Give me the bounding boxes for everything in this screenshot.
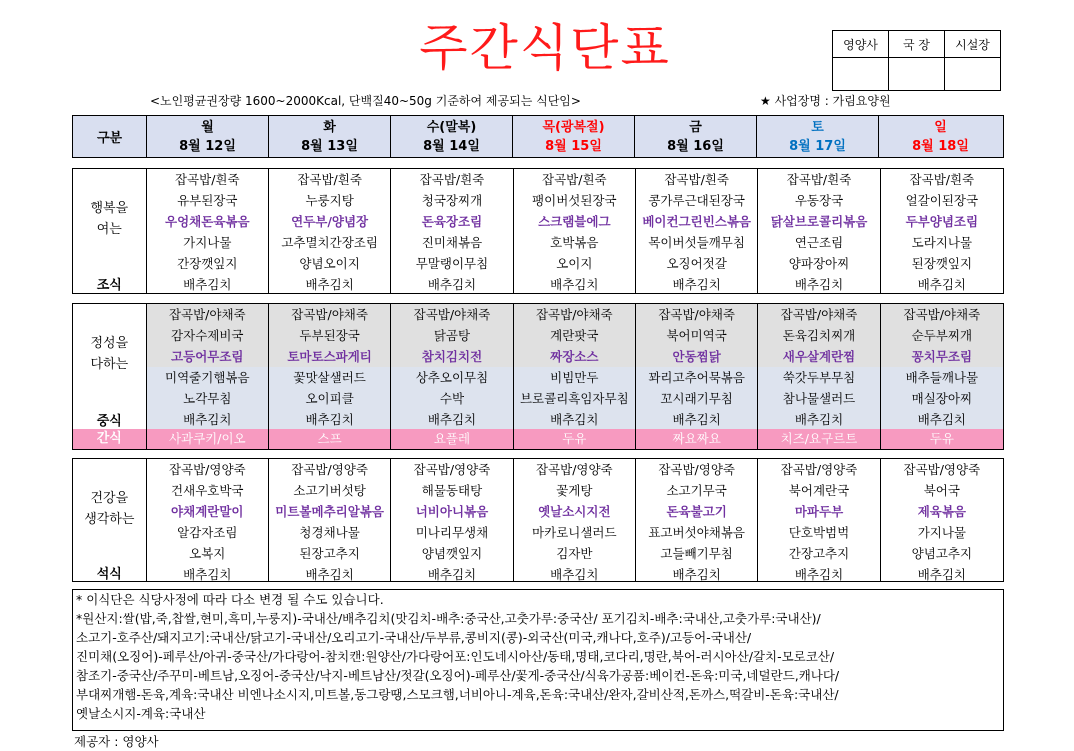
provider: 제공자 : 영양사	[74, 734, 159, 749]
menu-item: 돈육불고기	[666, 504, 727, 519]
menu-item: 배추김치	[427, 277, 477, 292]
menu-item: 배추김치	[917, 567, 966, 582]
menu-item: 진미채볶음	[421, 235, 483, 250]
menu-item: 청국장찌개	[421, 193, 483, 208]
meal-label	[73, 169, 147, 293]
day-header	[879, 116, 1002, 157]
day-header	[269, 116, 391, 157]
menu-item: 잡곡밥/영양죽	[658, 462, 735, 477]
facility-name: ★ 사업장명 : 가림요양원	[760, 94, 891, 108]
menu-item: 잡곡밥/야채죽	[269, 304, 390, 325]
menu-item: 연두부/양념장	[291, 214, 369, 229]
menu-item: 무말랭이무침	[415, 256, 489, 271]
menu-column	[758, 459, 880, 581]
menu-item: 상추오이무침	[391, 367, 512, 388]
menu-item: 잡곡밥/영양죽	[168, 462, 246, 477]
menu-item: 쑥갓두부무침	[758, 367, 879, 388]
menu-column	[391, 459, 513, 581]
menu-item: 배추김치	[672, 567, 721, 582]
menu-item: 짜장소스	[514, 346, 635, 367]
menu-item: 북어국	[923, 483, 960, 498]
menu-item: 감자수제비국	[147, 325, 268, 346]
header-label: 구분	[73, 116, 147, 157]
menu-column	[147, 169, 269, 293]
menu-item: 토마토스파게티	[269, 346, 390, 367]
day-header	[391, 116, 513, 157]
menu-item: 배추김치	[514, 409, 635, 430]
menu-item: 잡곡밥/흰죽	[664, 172, 729, 187]
breakfast-block	[72, 168, 1004, 294]
snack-item: 짜요짜요	[636, 429, 758, 449]
menu-item: 참나물샐러드	[758, 388, 879, 409]
menu-item: 꽃게탕	[556, 483, 593, 498]
menu-item: 된장깻잎지	[911, 256, 973, 271]
menu-item: 고등어무조림	[147, 346, 268, 367]
menu-item: 소고기무국	[666, 483, 727, 498]
menu-item: 북어미역국	[636, 325, 757, 346]
approval-sign-box	[889, 58, 945, 91]
note-line: 부대찌개햄-돈육,계육:국내산 비엔나소시지,미트볼,동그랑땡,스모크햄,너비아니-계육,돈육:국내산/완자,갈비산적,돈까스,떡갈비-돈육:국내산/	[76, 687, 839, 702]
menu-item: 순두부찌개	[881, 325, 1003, 346]
approval-sign-box	[945, 58, 1001, 91]
snack-row	[72, 429, 1004, 450]
menu-item: 잡곡밥/야채죽	[758, 304, 879, 325]
note-line: 소고기-호주산/돼지고기:국내산/닭고기-국내산/오리고기-국내산/두부류,콩비지(콩)-외국산(미국,캐나다,호주)/고등어-국내산/	[76, 630, 752, 645]
menu-item: 양파장아찌	[788, 256, 850, 271]
day-date: 8월 15일	[545, 139, 602, 154]
menu-item: 스크램블에그	[538, 214, 611, 229]
day-name: 수(말복)	[426, 120, 477, 135]
menu-item: 잡곡밥/흰죽	[542, 172, 607, 187]
menu-item: 배추김치	[183, 567, 232, 582]
meal-label-line: 여는	[96, 222, 122, 237]
note-line: 옛날소시지-계육:국내산	[76, 706, 206, 721]
menu-item: 잡곡밥/흰죽	[909, 172, 975, 187]
day-header-row	[72, 115, 1004, 158]
approval-header-facility-head: 시설장	[945, 31, 1001, 58]
menu-column	[269, 169, 391, 293]
meal-label-line: 생각하는	[84, 512, 135, 527]
menu-item: 간장고추지	[788, 546, 850, 561]
menu-item: 두부된장국	[269, 325, 390, 346]
menu-column	[514, 169, 636, 293]
menu-item: 배추김치	[758, 409, 879, 430]
menu-item: 배추김치	[183, 277, 232, 292]
menu-item: 두부양념조림	[905, 214, 979, 229]
day-name: 토	[811, 120, 824, 135]
day-date: 8월 14일	[423, 139, 480, 154]
menu-item: 간장깻잎지	[177, 256, 238, 271]
day-name: 월	[201, 120, 214, 135]
menu-item: 돈육김치찌개	[758, 325, 879, 346]
menu-item: 오징어젓갈	[666, 256, 727, 271]
menu-item: 배추김치	[550, 567, 599, 582]
menu-item: 배추김치	[636, 409, 757, 430]
menu-item: 배추들깨나물	[881, 367, 1003, 388]
approval-table	[832, 30, 1001, 91]
menu-item: 고들빼기무침	[660, 546, 733, 561]
day-date: 8월 18일	[912, 139, 969, 154]
menu-item: 참치김치전	[391, 346, 512, 367]
menu-item: 잡곡밥/흰죽	[419, 172, 485, 187]
meal-type: 중식	[96, 414, 122, 429]
menu-column	[636, 459, 758, 581]
menu-item: 비빔만두	[514, 367, 635, 388]
menu-item: 잡곡밥/야채죽	[514, 304, 635, 325]
menu-item: 배추김치	[147, 409, 268, 430]
menu-column	[147, 304, 269, 429]
menu-item: 표고버섯야채볶음	[648, 525, 745, 540]
menu-item: 닭곰탕	[391, 325, 512, 346]
menu-column	[758, 304, 880, 429]
menu-item: 양념오이지	[299, 256, 360, 271]
menu-item: 오이지	[556, 256, 593, 271]
day-date: 8월 17일	[789, 139, 846, 154]
snack-item: 스프	[269, 429, 391, 449]
menu-item: 닭살브로콜리볶음	[770, 214, 868, 229]
menu-column	[636, 304, 758, 429]
menu-item: 잡곡밥/영양죽	[291, 462, 368, 477]
meal-label-line: 정성을	[90, 336, 129, 351]
snack-item: 사과쿠키/이오	[147, 429, 269, 449]
menu-item: 배추김치	[881, 409, 1003, 430]
meal-label-line: 다하는	[90, 357, 129, 372]
meal-label	[73, 304, 147, 429]
approval-header-nutritionist: 영양사	[833, 31, 889, 58]
day-name: 금	[689, 120, 702, 135]
note-line: *원산지:쌀(밥,죽,찹쌀,현미,흑미,누룽지)-국내산/배추김치(맛김치-배추:중국산,고춧가루:중국산/ 포기김치-배추:국내산,고춧가루:국내산)/	[76, 611, 821, 626]
day-header	[513, 116, 635, 157]
menu-item: 된장고추지	[299, 546, 360, 561]
menu-column	[514, 459, 636, 581]
menu-item: 안동찜닭	[636, 346, 757, 367]
menu-item: 배추김치	[305, 277, 354, 292]
menu-item: 알감자조림	[177, 525, 238, 540]
menu-item: 유부된장국	[177, 193, 238, 208]
day-name: 목(광복절)	[542, 120, 605, 135]
menu-item: 브로콜리흑임자무침	[514, 388, 635, 409]
menu-item: 야채계란말이	[171, 504, 244, 519]
menu-item: 배추김치	[550, 277, 599, 292]
notes-box	[72, 589, 1004, 731]
menu-item: 청경채나물	[299, 525, 360, 540]
menu-item: 배추김치	[391, 409, 512, 430]
menu-column	[636, 169, 758, 293]
note-line: 진미채(오징어)-페루산/아귀-중국산/가다랑어-참치캔:원양산/가다랑어포:인도네시아산/동태,명태,코다리,명란,북어-러시아산/갈치-모로코산/	[76, 649, 835, 664]
menu-item: 북어계란국	[788, 483, 850, 498]
meal-label-line: 건강을	[90, 491, 129, 506]
menu-item: 연근조림	[794, 235, 844, 250]
menu-item: 단호박범벅	[788, 525, 850, 540]
menu-item: 건새우호박국	[171, 483, 244, 498]
lunch-block	[72, 303, 1004, 430]
menu-item: 잡곡밥/야채죽	[636, 304, 757, 325]
meal-label	[73, 459, 147, 581]
day-header	[147, 116, 269, 157]
menu-item: 잡곡밥/흰죽	[786, 172, 852, 187]
menu-column	[391, 304, 513, 429]
menu-item: 잡곡밥/야채죽	[391, 304, 512, 325]
menu-column	[881, 169, 1003, 293]
day-header	[635, 116, 757, 157]
menu-column	[391, 169, 513, 293]
day-date: 8월 13일	[301, 139, 358, 154]
menu-item: 돈육장조림	[421, 214, 483, 229]
menu-item: 해물동태탕	[421, 483, 483, 498]
meal-type: 석식	[96, 567, 122, 582]
menu-item: 가지나물	[183, 235, 232, 250]
menu-item: 잡곡밥/흰죽	[174, 172, 240, 187]
menu-item: 가지나물	[917, 525, 966, 540]
menu-item: 배추김치	[917, 277, 966, 292]
menu-item: 잡곡밥/야채죽	[147, 304, 268, 325]
note-line: * 이식단은 식당사정에 따라 다소 변경 될 수도 있습니다.	[76, 592, 384, 607]
menu-item: 오복지	[189, 546, 226, 561]
subtitle: <노인평균권장량 1600~2000Kcal, 단백질40~50g 기준하여 제공되는 식단임>	[150, 94, 581, 108]
menu-item: 고추멸치간장조림	[281, 235, 378, 250]
menu-item: 꽈리고추어묵볶음	[636, 367, 757, 388]
menu-item: 미역줄기햄볶음	[147, 367, 268, 388]
menu-item: 잡곡밥/영양죽	[903, 462, 981, 477]
menu-item: 수박	[391, 388, 512, 409]
day-name: 화	[323, 120, 336, 135]
page-title: 주간식단표	[419, 19, 671, 77]
meal-type: 조식	[96, 278, 122, 293]
menu-item: 잡곡밥/영양죽	[413, 462, 491, 477]
menu-item: 양념고추지	[911, 546, 973, 561]
day-header	[757, 116, 879, 157]
snack-item: 두유	[929, 431, 954, 446]
snack-item: 치즈/요구르트	[758, 429, 880, 449]
day-date: 8월 16일	[667, 139, 724, 154]
menu-column	[269, 304, 391, 429]
approval-sign-box	[833, 58, 889, 91]
menu-column	[758, 169, 880, 293]
dinner-block	[72, 458, 1004, 582]
menu-item: 팽이버섯된장국	[532, 193, 617, 208]
snack-label: 간식	[73, 429, 147, 449]
menu-item: 잡곡밥/영양죽	[535, 462, 613, 477]
menu-item: 미트볼메추리알볶음	[275, 504, 384, 519]
menu-column	[881, 304, 1003, 429]
snack-item: 요플레	[391, 429, 513, 449]
menu-item: 제육볶음	[917, 504, 966, 519]
menu-item: 매실장아찌	[881, 388, 1003, 409]
menu-item: 잡곡밥/야채죽	[881, 304, 1003, 325]
menu-column	[514, 304, 636, 429]
menu-item: 오이피클	[269, 388, 390, 409]
menu-item: 콩가루근대된장국	[648, 193, 745, 208]
menu-item: 배추김치	[794, 567, 844, 582]
menu-item: 누룽지탕	[305, 193, 354, 208]
menu-column	[147, 459, 269, 581]
menu-item: 우엉채돈육볶음	[165, 214, 250, 229]
menu-item: 배추김치	[672, 277, 721, 292]
meal-label-line: 행복을	[90, 201, 129, 216]
note-line: 참조기-중국산/주꾸미-베트남,오징어-중국산/낙지-베트남산/젓갈(오징어)-페루산/꽃게-중국산/식육가공품:베이컨-돈육:미국,네덜란드,캐나다/	[76, 668, 840, 683]
menu-item: 새우살계란찜	[758, 346, 879, 367]
menu-item: 배추김치	[305, 567, 354, 582]
menu-item: 미나리무생채	[415, 525, 489, 540]
menu-item: 호박볶음	[550, 235, 599, 250]
menu-item: 소고기버섯탕	[293, 483, 366, 498]
approval-header-director: 국 장	[889, 31, 945, 58]
menu-item: 김자반	[556, 546, 593, 561]
menu-item: 너비아니볶음	[415, 504, 489, 519]
menu-item: 얼갈이된장국	[905, 193, 979, 208]
menu-item: 잡곡밥/영양죽	[780, 462, 858, 477]
menu-item: 목이버섯들깨무침	[648, 235, 745, 250]
menu-item: 잡곡밥/흰죽	[297, 172, 362, 187]
menu-item: 꼬시래기무침	[636, 388, 757, 409]
menu-item: 계란팟국	[514, 325, 635, 346]
menu-item: 마파두부	[794, 504, 844, 519]
menu-item: 옛날소시지전	[538, 504, 611, 519]
day-date: 8월 12일	[179, 139, 236, 154]
menu-column	[269, 459, 391, 581]
menu-column	[881, 459, 1003, 581]
menu-item: 양념깻잎지	[421, 546, 483, 561]
menu-item: 베이컨그린빈스볶음	[642, 214, 751, 229]
menu-item: 도라지나물	[911, 235, 973, 250]
menu-item: 노각무침	[147, 388, 268, 409]
menu-item: 배추김치	[269, 409, 390, 430]
menu-item: 우동장국	[794, 193, 844, 208]
menu-item: 배추김치	[427, 567, 477, 582]
menu-item: 꽁치무조림	[881, 346, 1003, 367]
menu-item: 마카로니샐러드	[532, 525, 617, 540]
menu-item: 꽃맛살샐러드	[269, 367, 390, 388]
snack-item: 두유	[514, 429, 636, 449]
menu-item: 배추김치	[794, 277, 844, 292]
day-name: 일	[934, 120, 947, 135]
